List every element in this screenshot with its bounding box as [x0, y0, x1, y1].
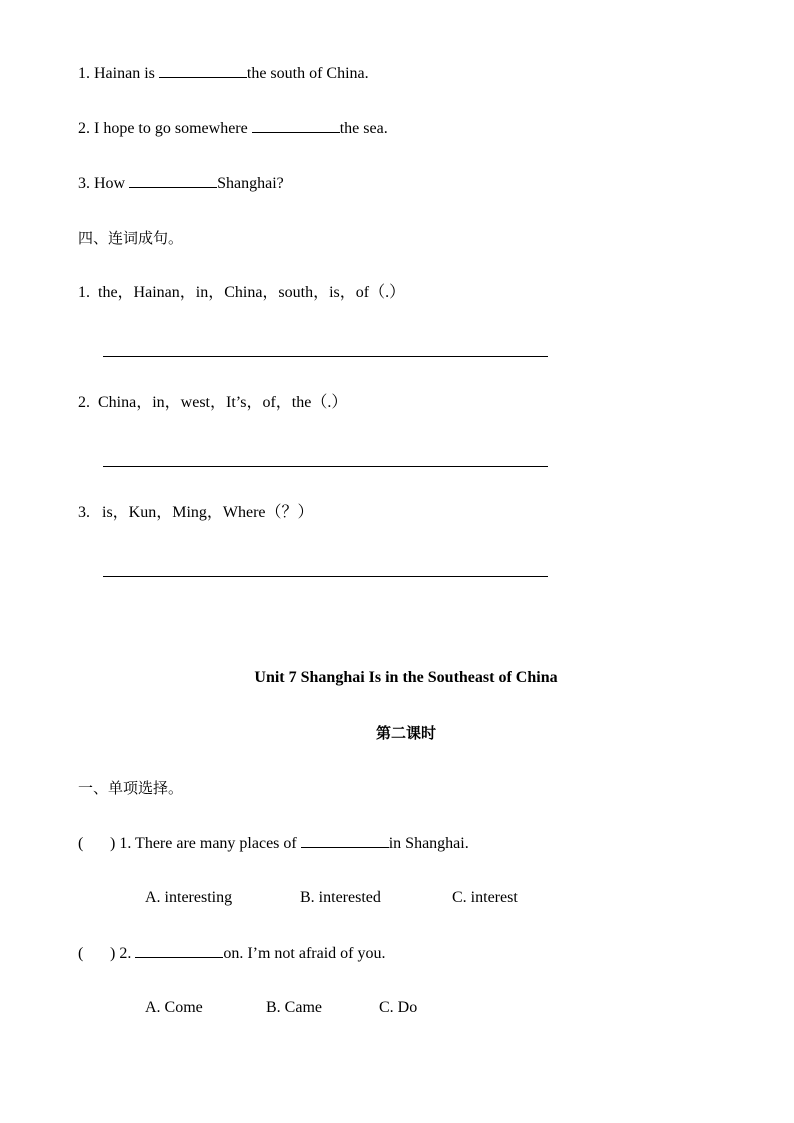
answer-line-1[interactable]: [103, 356, 548, 357]
unit-title: Unit 7 Shanghai Is in the Southeast of China: [254, 669, 558, 686]
choice-q1-option-c[interactable]: C. interest: [452, 889, 518, 906]
fill-blank-q2: [78, 118, 388, 139]
q3-blank[interactable]: [129, 173, 217, 188]
sentence-item-1-words: the，Hainan，in，China，south，is，of（.）: [98, 284, 406, 301]
sentence-item-2-num: 2.: [78, 394, 90, 411]
sentence-item-2-words: China，in，west，It’s，of，the（.）: [98, 394, 348, 411]
q1-text-after: the south of China.: [246, 65, 369, 82]
section4-heading: 四、连词成句。: [78, 229, 184, 247]
choice-q2-option-a[interactable]: A. Come: [145, 999, 203, 1016]
choice-q1-option-a[interactable]: A. interesting: [145, 889, 233, 906]
choice-q1-text-before: 1. There are many places of: [119, 835, 301, 852]
fill-blank-q3: [78, 173, 284, 194]
sentence-item-1: [78, 283, 405, 303]
q3-text-after: Shanghai?: [217, 175, 284, 192]
q2-text-after: the sea.: [339, 120, 388, 137]
choice-q2-blank[interactable]: [135, 943, 223, 958]
answer-paren-2-close: ): [110, 945, 116, 962]
section1-heading: 一、单项选择。: [78, 779, 184, 797]
sentence-item-3-num: 3.: [78, 504, 90, 521]
answer-line-2[interactable]: [103, 466, 548, 467]
q1-blank[interactable]: [159, 63, 247, 78]
sentence-item-3: [78, 503, 314, 523]
choice-q1-option-b[interactable]: B. interested: [300, 889, 381, 906]
sentence-item-3-words: is，Kun，Ming，Where（？）: [102, 504, 314, 521]
choice-q2-option-b[interactable]: B. Came: [266, 999, 322, 1016]
choice-q2-text-before: 2.: [119, 945, 136, 962]
lesson-title: 第二课时: [375, 724, 436, 742]
q2-text-before: 2. I hope to go somewhere: [78, 120, 252, 137]
q3-text-before: 3. How: [78, 175, 130, 192]
fill-blank-q1: [78, 63, 369, 84]
sentence-item-2: [78, 393, 347, 413]
sentence-item-1-num: 1.: [78, 284, 90, 301]
q1-text-before: 1. Hainan is: [78, 65, 159, 82]
choice-q1: [78, 833, 469, 854]
answer-line-3[interactable]: [103, 576, 548, 577]
answer-paren-1-close: ): [110, 835, 116, 852]
q2-blank[interactable]: [252, 118, 340, 133]
choice-q1-blank[interactable]: [301, 833, 389, 848]
choice-q2-text-after: on. I’m not afraid of you.: [223, 945, 386, 962]
choice-q1-text-after: in Shanghai.: [388, 835, 469, 852]
choice-q2-option-c[interactable]: C. Do: [379, 999, 418, 1016]
answer-paren-1[interactable]: (: [78, 835, 84, 852]
answer-paren-2[interactable]: (: [78, 945, 84, 962]
choice-q2: [78, 943, 386, 964]
